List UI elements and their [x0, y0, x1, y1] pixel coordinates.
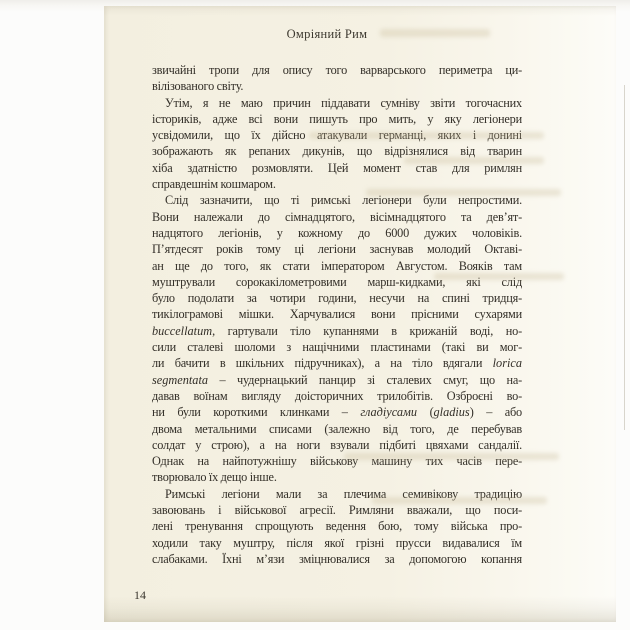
- text-line: двома метальними списами (залежно від того, де перебував: [152, 421, 522, 436]
- text-line: ходили таку муштру, після якої грізні прусси видавалися їм: [152, 535, 522, 550]
- text-line: завоювань і військової агресії. Римляни вважали, що поси-: [152, 503, 522, 518]
- text-line: істориків, адже всі вони пишуть про мить, у яку легіонери: [152, 111, 522, 126]
- text-line: сили сталеві шоломи з нащічними пластинами (такі ви мог-: [152, 340, 522, 355]
- text-line: творювало їх дещо інше.: [152, 470, 277, 485]
- text-line: segmentata – чудернацький панцир зі сталевих смуг, що на-: [152, 372, 522, 387]
- text-line: усвідомили, що їх дійсно атакували германці, яких і донині: [152, 128, 522, 143]
- text-line: солдат у строю), а на ноги взували підбиті цвяхами сандалії.: [152, 437, 522, 452]
- show-through-smudge: [372, 497, 547, 504]
- text-line: справдешнім кошмаром.: [152, 177, 276, 192]
- text-line: Слід зазначити, що ті римські легіонери були непростими.: [165, 193, 522, 208]
- text-line: Однак на найпотужнішу військову машину тих часів пере-: [152, 454, 522, 469]
- page-edge-shadow: [624, 85, 625, 430]
- show-through-smudge: [344, 453, 559, 460]
- text-line: зображають як репаних дикунів, що відрізнялися від тварин: [152, 144, 522, 159]
- page-number: 14: [134, 588, 146, 602]
- text-line: Римські легіони мали за плечима семивікову традицію: [165, 486, 522, 501]
- show-through-smudge: [309, 132, 544, 139]
- text-line: Утім, я не маю причин піддавати сумніву звіти тогочасних: [165, 95, 522, 110]
- text-line: ан ще до того, як стати імператором Августом. Вояків там: [152, 258, 522, 273]
- text-line: слабаками. Їхні м’язи зміцнювалися за допомогою копання: [152, 551, 522, 566]
- text-line: було подолати за чотири години, несучи на спині тридця-: [152, 291, 522, 306]
- text-line: давав воїнам вигляду доісторичних трилобітів. Озброєні во-: [152, 388, 522, 403]
- text-line: муштрували сорокакілометровими марш-кидками, які слід: [152, 274, 522, 289]
- text-line: надцятого легіонів, у кожному до 6000 дужих чоловіків.: [152, 225, 522, 240]
- show-through-smudge: [366, 189, 561, 196]
- text-line: звичайні тропи для опису того варварського периметра ци-: [152, 63, 522, 77]
- show-through-smudge: [380, 29, 490, 37]
- text-line: вілізованого світу.: [152, 79, 244, 94]
- text-line: ни були короткими клинками – гладіусами (gladius) – або: [152, 405, 522, 420]
- text-line: Вони належали до сімнадцятого, вісімнадцятого та дев’ят-: [152, 209, 522, 224]
- text-line: хіба здатністю розмовляти. Цей момент став для римлян: [152, 160, 522, 175]
- show-through-smudge: [434, 273, 564, 280]
- text-line: тикілограмові мішки. Харчувалися вони прісними сухарями: [152, 307, 522, 322]
- text-line: П’ятдесят років тому ці легіони заснував молодий Октаві-: [152, 242, 522, 257]
- book-page: [104, 6, 616, 622]
- running-head: Омріяний Рим: [286, 27, 368, 41]
- show-through-smudge: [404, 157, 544, 164]
- text-line: ли бачити в шкільних підручниках), а на тіло вдягали lorica: [152, 356, 522, 371]
- text-line: buccellatum, гартували тіло купаннями в крижаній воді, но-: [152, 323, 522, 338]
- text-line: лені тренування спрощують ведення бою, тому війська про-: [152, 519, 522, 534]
